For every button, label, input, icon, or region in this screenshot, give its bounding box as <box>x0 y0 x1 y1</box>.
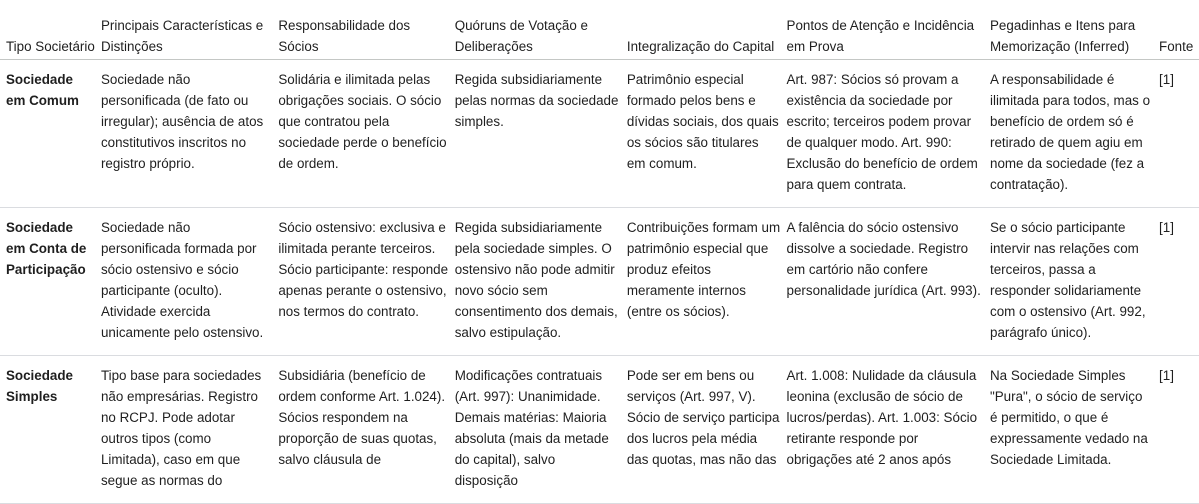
cell-fonte-citation[interactable]: [1] <box>1159 220 1174 235</box>
cell-quoruns: Regida subsidiariamente pelas normas da sociedade simples. <box>454 72 619 129</box>
header-tipo-societario: Tipo Societário <box>6 39 95 54</box>
header-responsabilidade: Responsabilidade dos Sócios <box>278 18 411 54</box>
cell-integralizacao: Patrimônio especial formado pelos bens e dívidas sociais, dos quais os sócios são titulares em comum. <box>626 72 779 171</box>
header-integralizacao: Integralização do Capital <box>626 39 775 54</box>
header-pegadinhas: Pegadinhas e Itens para Memorização (Inferred) <box>990 18 1136 54</box>
table-row <box>0 60 1199 208</box>
cell-responsabilidade: Solidária e ilimitada pelas obrigações sociais. O sócio que contratou pela sociedade perde o benefício de ordem. <box>278 72 447 171</box>
cell-responsabilidade: Subsidiária (benefício de ordem conforme Art. 1.024). Sócios respondem na proporção de suas quotas, salvo cláusula de <box>278 368 446 467</box>
cell-integralizacao: Pode ser em bens ou serviços (Art. 997, V). Sócio de serviço participa dos lucros pela média das quotas, mas não das <box>626 368 780 467</box>
cell-caracteristicas: Sociedade não personificada formada por sócio ostensivo e sócio participante (oculto). Atividade exercida unicamente pelo ostensivo. <box>100 220 264 340</box>
cell-tipo: Sociedade Simples <box>6 368 73 404</box>
cell-tipo: Sociedade em Conta de Participação <box>6 220 87 277</box>
table-row <box>0 356 1199 504</box>
cell-pegadinhas: A responsabilidade é ilimitada para todos, mas o benefício de ordem só é retirado de quem agiu em nome da sociedade (fez a contratação). <box>990 72 1151 192</box>
header-quoruns: Quóruns de Votação e Deliberações <box>454 18 588 54</box>
cell-pontos: A falência do sócio ostensivo dissolve a sociedade. Registro em cartório não confere personalidade jurídica (Art. 993). <box>786 220 981 298</box>
cell-tipo: Sociedade em Comum <box>6 72 79 108</box>
header-row <box>0 0 1199 60</box>
header-caracteristicas: Principais Características e Distinções <box>100 18 264 54</box>
cell-fonte-citation[interactable]: [1] <box>1159 368 1174 383</box>
cell-pegadinhas: Na Sociedade Simples "Pura", o sócio de serviço é permitido, o que é expressamente vedado na Sociedade Limitada. <box>990 368 1148 467</box>
table-body <box>0 60 1199 504</box>
cell-caracteristicas: Tipo base para sociedades não empresárias. Registro no RCPJ. Pode adotar outros tipos (como Limitada), caso em que segue as normas do <box>100 368 262 488</box>
cell-pontos: Art. 1.008: Nulidade da cláusula leonina (exclusão de sócio de lucros/perdas). Art. 1.003: Sócio retirante responde por obrigações até 2 anos após <box>786 368 978 467</box>
cell-caracteristicas: Sociedade não personificada (de fato ou irregular); ausência de atos constitutivos inscritos no registro próprio. <box>100 72 264 171</box>
header-fonte: Fonte <box>1159 39 1194 54</box>
header-pontos-de-atencao: Pontos de Atenção e Incidência em Prova <box>786 18 975 54</box>
table-header <box>0 0 1199 60</box>
cell-pegadinhas: Se o sócio participante intervir nas relações com terceiros, passa a responder solidariamente com o ostensivo (Art. 992, parágrafo único). <box>990 220 1146 340</box>
table-row <box>0 208 1199 356</box>
cell-pontos: Art. 987: Sócios só provam a existência da sociedade por escrito; terceiros podem provar de qualquer modo. Art. 990: Exclusão do benefício de ordem para quem contrata. <box>786 72 978 192</box>
cell-fonte-citation[interactable]: [1] <box>1159 72 1174 87</box>
cell-responsabilidade: Sócio ostensivo: exclusiva e ilimitada perante terceiros. Sócio participante: responde apenas perante o ostensivo, nos termos do contrato. <box>278 220 449 319</box>
cell-quoruns: Regida subsidiariamente pela sociedade simples. O ostensivo não pode admitir novo sócio sem consentimento dos demais, salvo estipulação. <box>454 220 618 340</box>
cell-quoruns: Modificações contratuais (Art. 997): Unanimidade. Demais matérias: Maioria absoluta (mais da metade do capital), salvo disposição <box>454 368 609 488</box>
cell-integralizacao: Contribuições formam um patrimônio especial que produz efeitos meramente internos (entre os sócios). <box>626 220 781 319</box>
